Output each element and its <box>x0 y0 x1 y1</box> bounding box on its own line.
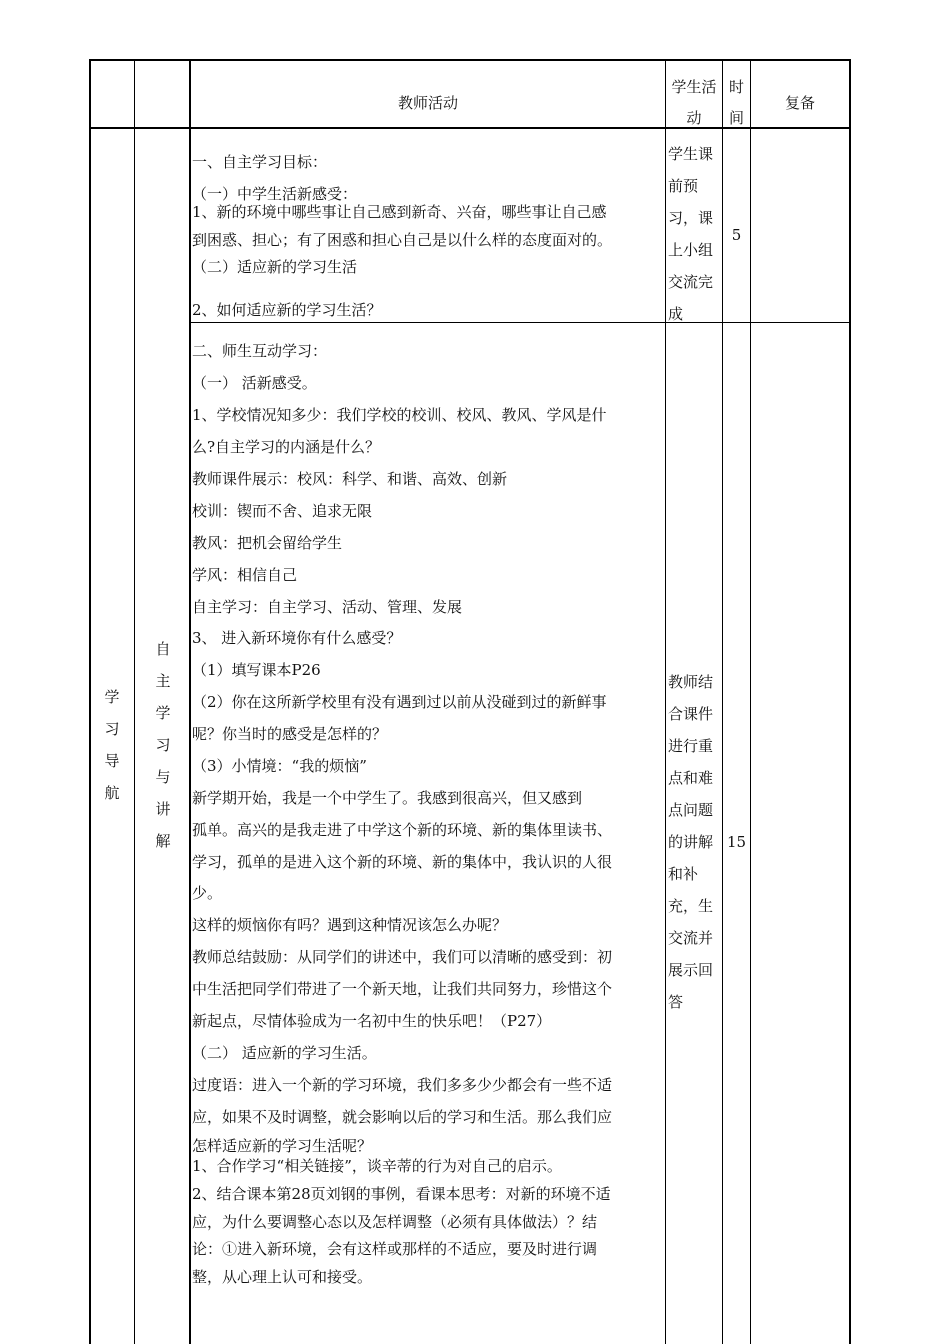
student-line: 和补 <box>668 865 699 883</box>
left-col-2-char: 习 <box>155 736 171 754</box>
col-line-3 <box>189 59 191 1344</box>
section2-line: （2）你在这所新学校里有没有遇到过以前从没碰到过的新鲜事 <box>192 693 607 711</box>
col-line-7 <box>849 59 851 1344</box>
header-teacher-activity: 教师活动 <box>397 94 458 112</box>
section2-line: （二） 适应新的学习生活。 <box>192 1044 377 1062</box>
section2-line: 1、学校情况知多少：我们学校的校训、校风、教风、学风是什 <box>192 406 607 424</box>
section1-bottom-border <box>190 322 851 323</box>
section2-line: 怎样适应新的学习生活呢？ <box>192 1137 373 1155</box>
section2-line: 呢？你当时的感受是怎样的？ <box>192 725 388 743</box>
section2-line: 1、合作学习“相关链接”，谈辛蒂的行为对自己的启示。 <box>192 1157 562 1175</box>
section2-line: 应，如果不及时调整，就会影响以后的学习和生活。那么我们应 <box>192 1108 613 1126</box>
section1-line: （一）中学生活新感受： <box>192 185 358 203</box>
student-line: 交流完 <box>668 273 714 291</box>
student-line: 成 <box>668 305 684 323</box>
col-line-2 <box>134 59 135 1344</box>
section2-line: 教师课件展示：校风：科学、和谐、高效、创新 <box>192 470 508 488</box>
left-col-1-char: 学 <box>104 688 120 706</box>
student-line: 的讲解 <box>668 833 714 851</box>
section1-line: 1、新的环境中哪些事让自己感到新奇、兴奋，哪些事让自己感 <box>192 203 607 221</box>
left-col-2-char: 讲 <box>155 800 171 818</box>
header-review: 复备 <box>784 94 815 112</box>
section1-line: （二）适应新的学习生活 <box>192 258 358 276</box>
student-line: 上小组 <box>668 241 714 259</box>
section2-line: 孤单。高兴的是我走进了中学这个新的环境、新的集体里读书、 <box>192 821 613 839</box>
student-line: 答 <box>668 993 684 1011</box>
student-line: 学生课 <box>668 145 714 163</box>
left-col-2-char: 学 <box>155 704 171 722</box>
student-line: 交流并 <box>668 929 714 947</box>
section2-line: 新起点，尽情体验成为一名初中生的快乐吧！（P27） <box>192 1012 552 1030</box>
section1-student-activity <box>668 138 720 330</box>
col-line-5 <box>722 59 723 1344</box>
section2-line: 2、结合课本第28页刘钢的事例，看课本思考：对新的环境不适 <box>192 1185 611 1203</box>
left-col-1-char: 习 <box>104 720 120 738</box>
section2-line: 教风：把机会留给学生 <box>192 534 343 552</box>
student-line: 前预 <box>668 177 699 195</box>
student-line: 充，生 <box>668 897 714 915</box>
left-col-2-char: 主 <box>155 672 171 690</box>
col-line-1 <box>89 59 91 1344</box>
section2-line: 中生活把同学们带进了一个新天地，让我们共同努力，珍惜这个 <box>192 980 613 998</box>
section2-line: （3）小情境：“我的烦恼” <box>192 757 367 775</box>
section1-line: 到困惑、担心；有了困惑和担心自己是以什么样的态度面对的。 <box>192 231 613 249</box>
section1-line: 2、如何适应新的学习生活？ <box>192 301 382 319</box>
section2-line: 这样的烦恼你有吗？遇到这种情况该怎么办呢？ <box>192 916 508 934</box>
section2-line: 教师总结鼓励：从同学们的讲述中，我们可以清晰的感受到：初 <box>192 948 613 966</box>
section2-line: 二、师生互动学习： <box>192 342 328 360</box>
col-line-6 <box>750 59 751 1344</box>
header-student-activity-1: 学生活 <box>671 78 717 96</box>
section2-line: 3、 进入新环境你有什么感受？ <box>192 629 402 647</box>
section2-line: 少。 <box>192 884 223 902</box>
section1-time: 5 <box>731 226 742 244</box>
section2-line: 学风：相信自己 <box>192 566 298 584</box>
student-line: 展示回 <box>668 961 714 979</box>
header-time-2: 间 <box>728 109 744 127</box>
section2-line: 过度语：进入一个新的学习环境，我们多多少少都会有一些不适 <box>192 1076 613 1094</box>
student-line: 进行重 <box>668 737 714 755</box>
col-line-4 <box>665 59 666 1344</box>
student-line: 教师结 <box>668 673 714 691</box>
student-line: 点问题 <box>668 801 714 819</box>
left-col-1-char: 航 <box>104 784 120 802</box>
section2-line: （1）填写课本P26 <box>192 661 321 679</box>
section2-line: 整，从心理上认可和接受。 <box>192 1268 373 1286</box>
section2-line: 应，为什么要调整心态以及怎样调整（必须有具体做法）？结 <box>192 1213 598 1231</box>
student-line: 点和难 <box>668 769 714 787</box>
header-student-activity-2: 动 <box>686 109 702 127</box>
table-top-border <box>89 59 851 61</box>
section2-time: 15 <box>726 833 747 851</box>
section2-line: 么?自主学习的内涵是什么？ <box>192 438 381 456</box>
left-col-2-char: 与 <box>155 768 171 786</box>
section2-line: 校训：锲而不舍、追求无限 <box>192 502 373 520</box>
section2-line: 论：①进入新环境，会有这样或那样的不适应，要及时进行调 <box>192 1240 598 1258</box>
left-col-1-char: 导 <box>104 752 120 770</box>
section2-line: （一） 活新感受。 <box>192 374 317 392</box>
section1-line: 一、自主学习目标： <box>192 153 328 171</box>
section2-student-activity <box>668 666 720 1018</box>
left-col-2-char: 解 <box>155 832 171 850</box>
header-time-1: 时 <box>728 78 744 96</box>
section2-line: 自主学习：自主学习、活动、管理、发展 <box>192 598 463 616</box>
left-col-2-char: 自 <box>155 640 171 658</box>
section2-line: 学习，孤单的是进入这个新的环境、新的集体中，我认识的人很 <box>192 853 613 871</box>
section2-line: 新学期开始，我是一个中学生了。我感到很高兴，但又感到 <box>192 789 583 807</box>
student-line: 合课件 <box>668 705 714 723</box>
student-line: 习，课 <box>668 209 714 227</box>
